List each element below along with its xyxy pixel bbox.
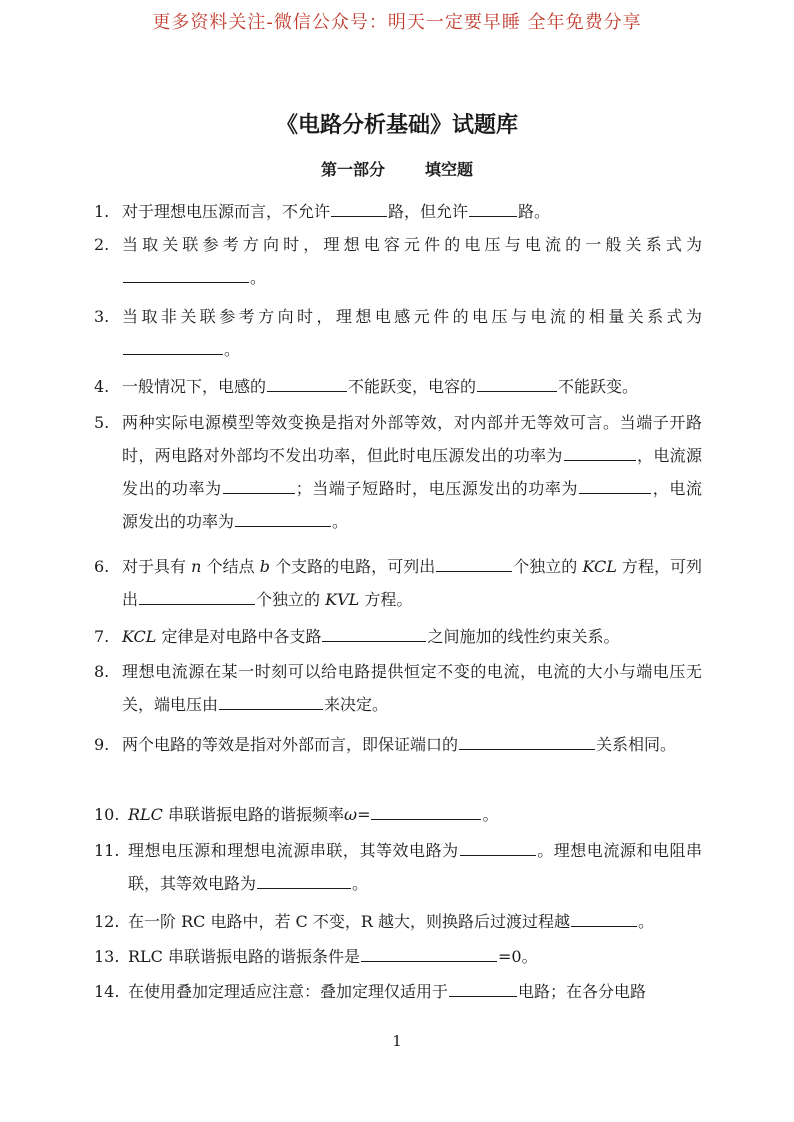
answer-blank[interactable] (331, 199, 387, 217)
question-1: 1. 对于理想电压源而言，不允许 路，但允许 路。 (94, 195, 702, 228)
answer-blank[interactable] (477, 374, 557, 392)
answer-blank[interactable] (571, 909, 637, 927)
question-9: 9. 两个电路的等效是指对外部而言，即保证端口的 关系相同。 (94, 728, 702, 761)
question-number: 3. (94, 307, 110, 326)
answer-blank[interactable] (449, 979, 517, 997)
question-2: 2. 当取关联参考方向时，理想电容元件的电压与电流的一般关系式为。 (94, 228, 702, 294)
answer-blank[interactable] (361, 944, 497, 962)
question-4: 4. 一般情况下，电感的 不能跃变，电容的 不能跃变。 (94, 370, 702, 403)
question-number: 5. (94, 413, 110, 432)
section-heading (0, 157, 794, 180)
question-3: 3. 当取非关联参考方向时，理想电感元件的电压与电流的相量关系式为。 (94, 300, 702, 366)
question-number: 6. (94, 557, 110, 576)
answer-blank[interactable] (460, 838, 536, 856)
answer-blank[interactable] (322, 624, 426, 642)
question-13: 13. RLC 串联谐振电路的谐振条件是 =0。 (94, 940, 702, 973)
answer-blank[interactable] (371, 802, 481, 820)
question-7: 7. KCL 定律是对电路中各支路 之间施加的线性约束关系。 (94, 620, 702, 653)
answer-blank[interactable] (564, 443, 636, 461)
page-number: 1 (392, 1032, 402, 1050)
answer-blank[interactable] (139, 587, 255, 605)
answer-blank[interactable] (223, 476, 295, 494)
question-number: 14. (94, 982, 120, 1001)
question-8: 8. 理想电流源在某一时刻可以给电路提供恒定不变的电流，电流的大小与端电压无关，端电压由 来决定。 (94, 655, 702, 721)
section-name: 填空题 (425, 160, 474, 179)
answer-blank[interactable] (235, 509, 331, 527)
question-number: 4. (94, 377, 110, 396)
question-14: 14. 在使用叠加定理适应注意：叠加定理仅适用于 电路；在各分电路 (94, 975, 702, 1008)
question-number: 9. (94, 735, 110, 754)
answer-blank[interactable] (436, 554, 512, 572)
answer-blank[interactable] (579, 476, 651, 494)
question-5: 5. 两种实际电源模型等效变换是指对外部等效，对内部并无等效可言。当端子开路时，两电路对外部均不发出功率，但此时电压源发出的功率为 ，电流源发出的功率为 ；当端子短路时，电压源发出的功率为 ，电流源发出的功率为 。 (94, 406, 702, 538)
question-number: 1. (94, 202, 110, 221)
answer-blank[interactable] (257, 871, 351, 889)
question-number: 13. (94, 947, 120, 966)
header-banner: 更多资料关注-微信公众号：明天一定要早睡 全年免费分享 (152, 12, 642, 33)
answer-blank[interactable] (267, 374, 347, 392)
question-10: 10. RLC 串联谐振电路的谐振频率ω= 。 (94, 798, 702, 831)
answer-blank[interactable] (123, 337, 223, 355)
question-number: 11. (94, 841, 120, 860)
answer-blank[interactable] (469, 199, 517, 217)
question-12: 12. 在一阶 RC 电路中，若 C 不变，R 越大，则换路后过渡过程越 。 (94, 905, 702, 938)
question-6: 6. 对于具有 n 个结点 b 个支路的电路，可列出 个独立的 KCL 方程，可列出 个独立的 KVL 方程。 (94, 550, 702, 616)
section-part: 第一部分 (320, 160, 385, 179)
answer-blank[interactable] (219, 692, 323, 710)
document-title: 《电路分析基础》试题库 (275, 113, 518, 138)
answer-blank[interactable] (123, 265, 249, 283)
answer-blank[interactable] (459, 732, 595, 750)
question-11: 11. 理想电压源和理想电流源串联，其等效电路为 。理想电流源和电阻串联，其等效电路为 。 (94, 834, 702, 900)
question-number: 7. (94, 627, 110, 646)
question-number: 2. (94, 235, 110, 254)
question-number: 12. (94, 912, 120, 931)
question-number: 10. (94, 805, 120, 824)
question-number: 8. (94, 662, 110, 681)
